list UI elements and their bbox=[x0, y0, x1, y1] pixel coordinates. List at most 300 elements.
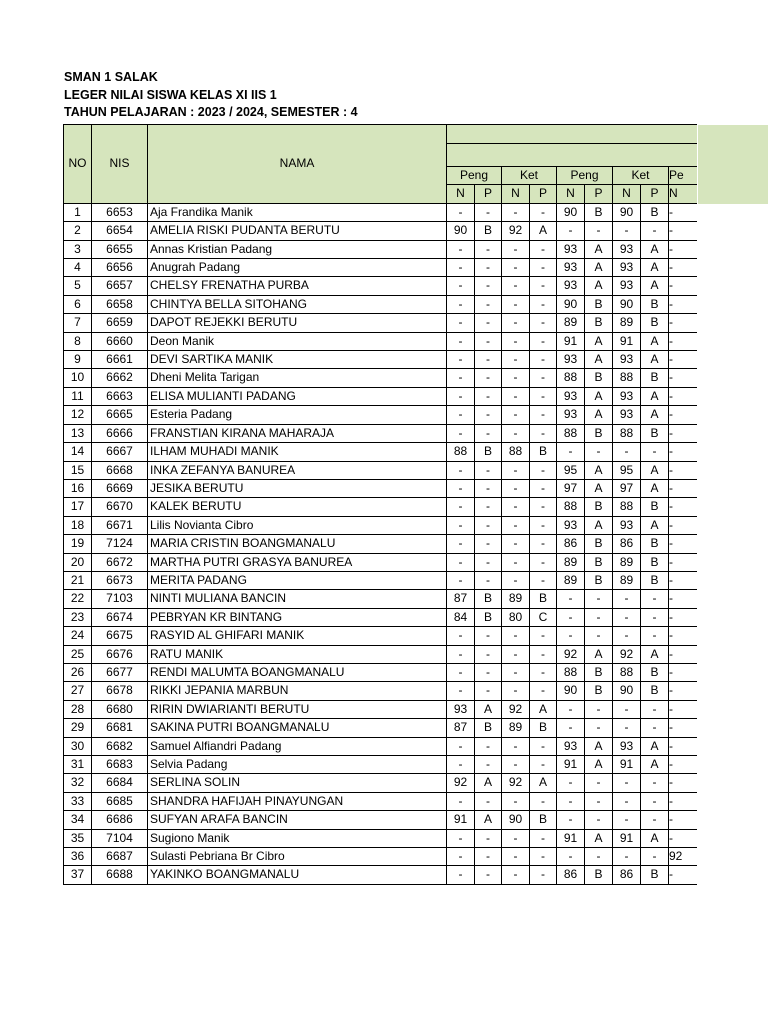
peng-1-p: B bbox=[475, 443, 502, 461]
peng-1-n: - bbox=[447, 645, 475, 663]
peng-2-p: A bbox=[585, 406, 613, 424]
peng-2-p: A bbox=[585, 516, 613, 534]
ket-2-p: A bbox=[641, 240, 669, 258]
student-name: FRANSTIAN KIRANA MAHARAJA bbox=[148, 424, 447, 442]
student-name: RIKKI JEPANIA MARBUN bbox=[148, 682, 447, 700]
ket-2-p: - bbox=[641, 792, 669, 810]
table-row bbox=[64, 203, 697, 221]
ket-2-p: B bbox=[641, 295, 669, 313]
header-overflow-band bbox=[698, 125, 768, 204]
ket-1-n: - bbox=[502, 848, 530, 866]
student-name: ILHAM MUHADI MANIK bbox=[148, 443, 447, 461]
ket-2-n: - bbox=[613, 792, 641, 810]
peng-2-n: 95 bbox=[557, 461, 585, 479]
row-number: 27 bbox=[64, 682, 92, 700]
table-row bbox=[64, 277, 697, 295]
ket-2-n: 97 bbox=[613, 479, 641, 497]
peng-3-n: - bbox=[669, 590, 697, 608]
peng-3-n: - bbox=[669, 553, 697, 571]
row-number: 29 bbox=[64, 719, 92, 737]
header-ket-2: Ket bbox=[613, 167, 669, 185]
ket-2-n: 93 bbox=[613, 351, 641, 369]
peng-1-p: - bbox=[475, 535, 502, 553]
ket-1-n: - bbox=[502, 663, 530, 681]
ket-2-n: 90 bbox=[613, 295, 641, 313]
peng-2-n: 88 bbox=[557, 424, 585, 442]
peng-2-p: A bbox=[585, 240, 613, 258]
peng-1-n: - bbox=[447, 535, 475, 553]
ket-1-n: - bbox=[502, 406, 530, 424]
ket-1-n: 88 bbox=[502, 443, 530, 461]
student-name: DEVI SARTIKA MANIK bbox=[148, 351, 447, 369]
subject-name-header bbox=[447, 144, 697, 167]
student-nis: 7103 bbox=[92, 590, 148, 608]
peng-1-p: - bbox=[475, 829, 502, 847]
ket-2-n: - bbox=[613, 443, 641, 461]
row-number: 23 bbox=[64, 608, 92, 626]
row-number: 3 bbox=[64, 240, 92, 258]
row-number: 10 bbox=[64, 369, 92, 387]
student-nis: 6678 bbox=[92, 682, 148, 700]
ket-2-p: - bbox=[641, 811, 669, 829]
ket-1-p: - bbox=[530, 277, 557, 295]
header-ket-1: Ket bbox=[502, 167, 557, 185]
peng-1-n: - bbox=[447, 461, 475, 479]
peng-2-n: 86 bbox=[557, 535, 585, 553]
ket-1-n: - bbox=[502, 203, 530, 221]
peng-3-n: - bbox=[669, 737, 697, 755]
student-nis: 6655 bbox=[92, 240, 148, 258]
peng-1-p: - bbox=[475, 553, 502, 571]
ket-2-p: A bbox=[641, 756, 669, 774]
student-nis: 6656 bbox=[92, 259, 148, 277]
ket-2-n: - bbox=[613, 848, 641, 866]
peng-3-n: - bbox=[669, 719, 697, 737]
student-name: ELISA MULIANTI PADANG bbox=[148, 387, 447, 405]
student-name: RASYID AL GHIFARI MANIK bbox=[148, 627, 447, 645]
grade-table-body bbox=[64, 203, 697, 884]
peng-1-n: 87 bbox=[447, 590, 475, 608]
table-row bbox=[64, 332, 697, 350]
student-name: Samuel Alfiandri Padang bbox=[148, 737, 447, 755]
peng-3-n: - bbox=[669, 406, 697, 424]
peng-2-p: A bbox=[585, 645, 613, 663]
peng-1-p: - bbox=[475, 369, 502, 387]
table-row bbox=[64, 608, 697, 626]
ket-1-p: - bbox=[530, 756, 557, 774]
ket-1-p: - bbox=[530, 498, 557, 516]
header-peng-3: Pe bbox=[669, 167, 697, 185]
peng-2-n: 90 bbox=[557, 203, 585, 221]
student-nis: 6670 bbox=[92, 498, 148, 516]
peng-2-p: - bbox=[585, 627, 613, 645]
ket-2-p: B bbox=[641, 424, 669, 442]
ket-2-p: B bbox=[641, 571, 669, 589]
peng-2-p: A bbox=[585, 351, 613, 369]
student-nis: 6681 bbox=[92, 719, 148, 737]
peng-1-n: - bbox=[447, 756, 475, 774]
peng-2-n: 93 bbox=[557, 387, 585, 405]
peng-2-n: - bbox=[557, 627, 585, 645]
ket-1-n: - bbox=[502, 498, 530, 516]
peng-1-p: - bbox=[475, 663, 502, 681]
row-number: 18 bbox=[64, 516, 92, 534]
peng-1-n: - bbox=[447, 387, 475, 405]
peng-3-n: - bbox=[669, 351, 697, 369]
ket-1-p: - bbox=[530, 369, 557, 387]
student-name: NINTI MULIANA BANCIN bbox=[148, 590, 447, 608]
ket-1-p: C bbox=[530, 608, 557, 626]
row-number: 8 bbox=[64, 332, 92, 350]
ket-1-n: - bbox=[502, 295, 530, 313]
student-nis: 6662 bbox=[92, 369, 148, 387]
peng-3-n: - bbox=[669, 792, 697, 810]
student-name: RATU MANIK bbox=[148, 645, 447, 663]
table-row bbox=[64, 387, 697, 405]
peng-2-p: B bbox=[585, 866, 613, 884]
ket-1-n: - bbox=[502, 645, 530, 663]
peng-1-p: - bbox=[475, 240, 502, 258]
peng-2-n: 93 bbox=[557, 516, 585, 534]
ket-1-p: - bbox=[530, 516, 557, 534]
student-nis: 6671 bbox=[92, 516, 148, 534]
peng-2-p: A bbox=[585, 277, 613, 295]
student-name: JESIKA BERUTU bbox=[148, 479, 447, 497]
peng-1-p: - bbox=[475, 332, 502, 350]
student-nis: 6661 bbox=[92, 351, 148, 369]
row-number: 13 bbox=[64, 424, 92, 442]
student-nis: 7124 bbox=[92, 535, 148, 553]
row-number: 11 bbox=[64, 387, 92, 405]
row-number: 35 bbox=[64, 829, 92, 847]
student-nis: 6658 bbox=[92, 295, 148, 313]
header-peng-1: Peng bbox=[447, 167, 502, 185]
peng-2-p: B bbox=[585, 498, 613, 516]
ket-1-n: 89 bbox=[502, 719, 530, 737]
peng-1-n: - bbox=[447, 498, 475, 516]
ket-1-n: - bbox=[502, 756, 530, 774]
student-name: MERITA PADANG bbox=[148, 571, 447, 589]
ket-1-n: 90 bbox=[502, 811, 530, 829]
ket-1-n: - bbox=[502, 479, 530, 497]
header-n: N bbox=[447, 185, 475, 203]
ket-2-p: - bbox=[641, 222, 669, 240]
peng-2-n: 91 bbox=[557, 829, 585, 847]
table-row bbox=[64, 682, 697, 700]
ket-2-p: A bbox=[641, 332, 669, 350]
peng-1-n: - bbox=[447, 295, 475, 313]
peng-2-n: 97 bbox=[557, 479, 585, 497]
peng-3-n: - bbox=[669, 627, 697, 645]
table-row bbox=[64, 811, 697, 829]
row-number: 12 bbox=[64, 406, 92, 424]
peng-3-n: - bbox=[669, 314, 697, 332]
student-name: MARTHA PUTRI GRASYA BANUREA bbox=[148, 553, 447, 571]
peng-2-p: - bbox=[585, 848, 613, 866]
ket-2-p: - bbox=[641, 443, 669, 461]
peng-1-n: - bbox=[447, 516, 475, 534]
ket-1-n: - bbox=[502, 277, 530, 295]
peng-2-p: A bbox=[585, 332, 613, 350]
peng-2-n: 91 bbox=[557, 756, 585, 774]
peng-2-n: 93 bbox=[557, 406, 585, 424]
ket-1-p: A bbox=[530, 774, 557, 792]
peng-2-n: - bbox=[557, 222, 585, 240]
report-title: LEGER NILAI SISWA KELAS XI IIS 1 bbox=[64, 87, 277, 102]
ket-1-p: - bbox=[530, 535, 557, 553]
row-number: 19 bbox=[64, 535, 92, 553]
ket-1-n: - bbox=[502, 332, 530, 350]
ket-2-p: - bbox=[641, 590, 669, 608]
student-name: CHINTYA BELLA SITOHANG bbox=[148, 295, 447, 313]
peng-2-n: 93 bbox=[557, 737, 585, 755]
row-number: 28 bbox=[64, 700, 92, 718]
peng-1-n: - bbox=[447, 240, 475, 258]
student-name: Esteria Padang bbox=[148, 406, 447, 424]
peng-3-n: - bbox=[669, 277, 697, 295]
peng-1-n: - bbox=[447, 314, 475, 332]
peng-1-n: - bbox=[447, 369, 475, 387]
peng-3-n: - bbox=[669, 332, 697, 350]
ket-1-p: - bbox=[530, 295, 557, 313]
ket-1-p: - bbox=[530, 571, 557, 589]
peng-1-p: B bbox=[475, 608, 502, 626]
student-name: RENDI MALUMTA BOANGMANALU bbox=[148, 663, 447, 681]
peng-3-n: - bbox=[669, 866, 697, 884]
ket-1-n: 92 bbox=[502, 700, 530, 718]
ket-2-p: B bbox=[641, 553, 669, 571]
table-row bbox=[64, 369, 697, 387]
ket-1-p: - bbox=[530, 479, 557, 497]
row-number: 24 bbox=[64, 627, 92, 645]
peng-3-n: - bbox=[669, 535, 697, 553]
peng-2-n: 88 bbox=[557, 369, 585, 387]
table-row bbox=[64, 571, 697, 589]
peng-1-p: - bbox=[475, 498, 502, 516]
table-row bbox=[64, 663, 697, 681]
peng-2-p: B bbox=[585, 535, 613, 553]
peng-2-p: - bbox=[585, 774, 613, 792]
peng-1-p: A bbox=[475, 811, 502, 829]
peng-1-p: - bbox=[475, 387, 502, 405]
header-p: P bbox=[530, 185, 557, 203]
peng-1-p: - bbox=[475, 792, 502, 810]
peng-3-n: - bbox=[669, 443, 697, 461]
student-nis: 6686 bbox=[92, 811, 148, 829]
student-nis: 6668 bbox=[92, 461, 148, 479]
peng-3-n: - bbox=[669, 461, 697, 479]
peng-2-n: 92 bbox=[557, 645, 585, 663]
peng-2-n: 90 bbox=[557, 682, 585, 700]
student-nis: 6685 bbox=[92, 792, 148, 810]
ket-2-n: - bbox=[613, 719, 641, 737]
ket-2-p: A bbox=[641, 461, 669, 479]
peng-1-p: - bbox=[475, 424, 502, 442]
ket-2-p: B bbox=[641, 369, 669, 387]
row-number: 1 bbox=[64, 203, 92, 221]
ket-1-p: A bbox=[530, 700, 557, 718]
peng-2-p: - bbox=[585, 811, 613, 829]
peng-2-n: - bbox=[557, 848, 585, 866]
ket-2-p: B bbox=[641, 314, 669, 332]
student-nis: 6683 bbox=[92, 756, 148, 774]
table-row bbox=[64, 774, 697, 792]
peng-2-p: - bbox=[585, 700, 613, 718]
ket-1-p: B bbox=[530, 590, 557, 608]
student-name: Sulasti Pebriana Br Cibro bbox=[148, 848, 447, 866]
peng-1-n: - bbox=[447, 479, 475, 497]
table-row bbox=[64, 792, 697, 810]
table-row bbox=[64, 498, 697, 516]
ket-1-p: - bbox=[530, 240, 557, 258]
student-name: Aja Frandika Manik bbox=[148, 203, 447, 221]
peng-3-n: - bbox=[669, 682, 697, 700]
ket-1-p: - bbox=[530, 848, 557, 866]
ket-1-p: - bbox=[530, 387, 557, 405]
peng-2-p: A bbox=[585, 756, 613, 774]
student-nis: 6660 bbox=[92, 332, 148, 350]
peng-1-n: - bbox=[447, 571, 475, 589]
peng-1-n: - bbox=[447, 351, 475, 369]
student-nis: 6653 bbox=[92, 203, 148, 221]
student-nis: 6682 bbox=[92, 737, 148, 755]
peng-3-n: - bbox=[669, 756, 697, 774]
peng-1-p: B bbox=[475, 719, 502, 737]
peng-3-n: - bbox=[669, 774, 697, 792]
peng-1-p: - bbox=[475, 314, 502, 332]
peng-2-p: B bbox=[585, 203, 613, 221]
table-row bbox=[64, 535, 697, 553]
ket-1-p: - bbox=[530, 627, 557, 645]
ket-2-n: 88 bbox=[613, 424, 641, 442]
peng-2-n: 86 bbox=[557, 866, 585, 884]
peng-3-n: - bbox=[669, 369, 697, 387]
header-n: N bbox=[557, 185, 585, 203]
header-n: N bbox=[502, 185, 530, 203]
ket-2-n: 88 bbox=[613, 663, 641, 681]
peng-2-p: - bbox=[585, 443, 613, 461]
row-number: 30 bbox=[64, 737, 92, 755]
ket-2-n: 89 bbox=[613, 314, 641, 332]
ket-2-n: 90 bbox=[613, 682, 641, 700]
ket-2-n: 86 bbox=[613, 866, 641, 884]
row-number: 17 bbox=[64, 498, 92, 516]
peng-3-n: - bbox=[669, 571, 697, 589]
row-number: 36 bbox=[64, 848, 92, 866]
peng-2-n: - bbox=[557, 792, 585, 810]
document-header bbox=[64, 69, 358, 122]
ket-1-p: - bbox=[530, 332, 557, 350]
peng-1-p: - bbox=[475, 203, 502, 221]
ket-2-n: 93 bbox=[613, 259, 641, 277]
peng-3-n: - bbox=[669, 608, 697, 626]
ket-1-n: - bbox=[502, 424, 530, 442]
ket-1-p: B bbox=[530, 719, 557, 737]
table-row bbox=[64, 314, 697, 332]
student-name: PEBRYAN KR BINTANG bbox=[148, 608, 447, 626]
ket-1-p: - bbox=[530, 866, 557, 884]
peng-1-n: 93 bbox=[447, 700, 475, 718]
peng-3-n: - bbox=[669, 700, 697, 718]
table-row bbox=[64, 553, 697, 571]
table-row bbox=[64, 719, 697, 737]
peng-3-n: - bbox=[669, 240, 697, 258]
peng-3-n: - bbox=[669, 203, 697, 221]
student-name: SUFYAN ARAFA BANCIN bbox=[148, 811, 447, 829]
peng-2-p: A bbox=[585, 479, 613, 497]
peng-1-n: - bbox=[447, 848, 475, 866]
ket-1-n: - bbox=[502, 314, 530, 332]
peng-2-p: B bbox=[585, 571, 613, 589]
ket-1-p: - bbox=[530, 737, 557, 755]
row-number: 9 bbox=[64, 351, 92, 369]
ket-1-n: - bbox=[502, 737, 530, 755]
student-name: INKA ZEFANYA BANUREA bbox=[148, 461, 447, 479]
grade-table bbox=[63, 124, 697, 885]
peng-2-p: - bbox=[585, 719, 613, 737]
peng-3-n: - bbox=[669, 498, 697, 516]
ket-1-p: - bbox=[530, 682, 557, 700]
peng-3-n: - bbox=[669, 663, 697, 681]
ket-2-n: 86 bbox=[613, 535, 641, 553]
ket-2-p: A bbox=[641, 645, 669, 663]
ket-2-n: 93 bbox=[613, 737, 641, 755]
table-row bbox=[64, 259, 697, 277]
peng-1-p: - bbox=[475, 756, 502, 774]
peng-2-n: 88 bbox=[557, 498, 585, 516]
ket-1-n: - bbox=[502, 829, 530, 847]
row-number: 2 bbox=[64, 222, 92, 240]
ket-2-n: 93 bbox=[613, 406, 641, 424]
peng-3-n: - bbox=[669, 259, 697, 277]
peng-1-n: 84 bbox=[447, 608, 475, 626]
peng-1-p: - bbox=[475, 645, 502, 663]
table-row bbox=[64, 866, 697, 884]
table-row bbox=[64, 848, 697, 866]
row-number: 37 bbox=[64, 866, 92, 884]
peng-1-p: A bbox=[475, 700, 502, 718]
peng-2-n: - bbox=[557, 590, 585, 608]
peng-1-p: - bbox=[475, 682, 502, 700]
row-number: 6 bbox=[64, 295, 92, 313]
ket-2-p: - bbox=[641, 848, 669, 866]
peng-3-n: 92 bbox=[669, 848, 697, 866]
academic-year: TAHUN PELAJARAN : 2023 / 2024, SEMESTER : 4 bbox=[64, 105, 358, 119]
table-row bbox=[64, 829, 697, 847]
ket-2-n: 95 bbox=[613, 461, 641, 479]
ket-1-p: - bbox=[530, 406, 557, 424]
table-row bbox=[64, 627, 697, 645]
peng-1-n: - bbox=[447, 682, 475, 700]
ket-1-n: 89 bbox=[502, 590, 530, 608]
ket-1-p: - bbox=[530, 424, 557, 442]
table-row bbox=[64, 443, 697, 461]
peng-1-n: - bbox=[447, 792, 475, 810]
student-nis: 7104 bbox=[92, 829, 148, 847]
ket-2-p: B bbox=[641, 203, 669, 221]
ket-1-n: 80 bbox=[502, 608, 530, 626]
peng-2-p: B bbox=[585, 553, 613, 571]
peng-1-p: - bbox=[475, 406, 502, 424]
row-number: 31 bbox=[64, 756, 92, 774]
header-n: N bbox=[613, 185, 641, 203]
peng-1-p: - bbox=[475, 461, 502, 479]
peng-2-p: B bbox=[585, 424, 613, 442]
peng-1-p: A bbox=[475, 774, 502, 792]
peng-1-p: - bbox=[475, 351, 502, 369]
table-row bbox=[64, 590, 697, 608]
ket-2-n: - bbox=[613, 774, 641, 792]
